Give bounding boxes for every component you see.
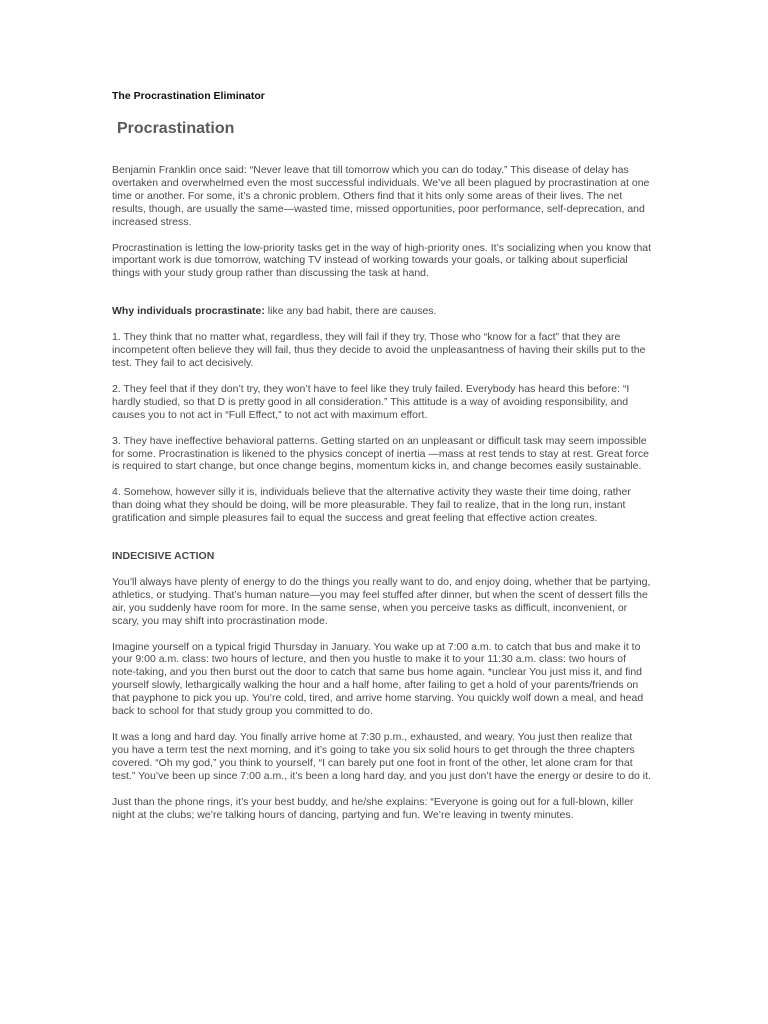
why-lead-rest: like any bad habit, there are causes. xyxy=(264,305,437,318)
why-lead-bold: Why individuals procrastinate: xyxy=(112,305,265,318)
paragraph-reason-1: 1. They think that no matter what, regardless, they will fail if they try. Those who “know for a fact” that they are incompetent often believe they will fail, thus they decide to avoid the unpleasantness of having their skills put to the test. They fail to act decisively. xyxy=(112,331,646,369)
paragraph-franklin-quote: Benjamin Franklin once said: “Never leave that till tomorrow which you can do today.” This disease of delay has overtaken and overwhelmed even the most successful individuals. We’ve all been plagued by procrastination at one time or another. For some, it’s a chronic problem. Others find that it hits only some areas of their lives. The net results, though, are usually the same—wasted time, missed opportunities, poor performance, self-deprecation, and increased stress. xyxy=(112,164,650,228)
paragraph-reason-3: 3. They have ineffective behavioral patterns. Getting started on an unpleasant or difficult task may seem impossible for some. Procrastination is likened to the physics concept of inertia —mass at rest tends to stay at rest. Great force is required to start change, but once change begins, momentum kicks in, and change becomes easily sustainable. xyxy=(112,434,649,473)
paragraph-why-procrastinate xyxy=(112,305,652,318)
main-heading: Procrastination xyxy=(117,120,235,137)
paragraph-reason-2: 2. They feel that if they don’t try, they won’t have to feel like they truly failed. Everybody has heard this before: “I hardly studied, so that D is pretty good in all consideration.” This attitude is a way of avoiding responsibility, and causes you to not act in “Full Effect,” to not act with maximum effort. xyxy=(112,382,630,421)
paragraph-phone-rings: Just than the phone rings, it’s your best buddy, and he/she explains: “Everyone is going out for a full-blown, killer night at the clubs; we’re talking hours of dancing, partying and fun. We’re leaving in twenty minutes. xyxy=(112,795,634,821)
paragraph-imagine: Imagine yourself on a typical frigid Thursday in January. You wake up at 7:00 a.m. to catch that bus and make it to your 9:00 a.m. class: two hours of lecture, and then you hustle to make it to your 11:30 a.m. class: two hours of note-taking, and you then burst out the door to catch that same bus home again. *unclear You just miss it, and find yourself slowly, lethargically walking the hour and a half home, after failing to get a hold of your parents/friends on that payphone to pick you up. You’re cold, tired, and arrive home starving. You quickly wolf down a meal, and head back to school for that study group you committed to do. xyxy=(112,640,644,718)
paragraph-long-day: It was a long and hard day. You finally arrive home at 7:30 p.m., exhausted, and weary. You just then realize that you have a term test the next morning, and it’s going to take you six solid hours to get through the three chapters covered. “Oh my god,” you think to yourself, “I can barely put one foot in front of the other, let alone cram for that test.” You’ve been up since 7:00 a.m., it’s been a long hard day, and you just don’t have the energy or desire to do it. xyxy=(112,731,651,782)
document-title: The Procrastination Eliminator xyxy=(112,90,265,102)
section-heading-indecisive-action: INDECISIVE ACTION xyxy=(112,550,215,563)
document-body xyxy=(112,164,652,834)
paragraph-definition: Procrastination is letting the low-priority tasks get in the way of high-priority ones. It’s socializing when you know that important work is due tomorrow, watching TV instead of working towards your goals, or talking about superficial things with your study group rather than discussing the task at hand. xyxy=(112,241,652,280)
paragraph-reason-4: 4. Somehow, however silly it is, individuals believe that the alternative activity they waste their time doing, rather than doing what they should be doing, will be more pleasurable. They fail to realize, that in the long run, instant gratification and simple pleasures fail to equal the success and great feeling that effective action creates. xyxy=(112,486,631,525)
paragraph-energy: You’ll always have plenty of energy to do the things you really want to do, and enjoy doing, whether that be partying, athletics, or studying. That’s human nature—you may feel stuffed after dinner, but when the scent of dessert fills the air, you suddenly have room for more. In the same sense, when you perceive tasks as difficult, inconvenient, or scary, you may shift into procrastination mode. xyxy=(112,575,651,627)
